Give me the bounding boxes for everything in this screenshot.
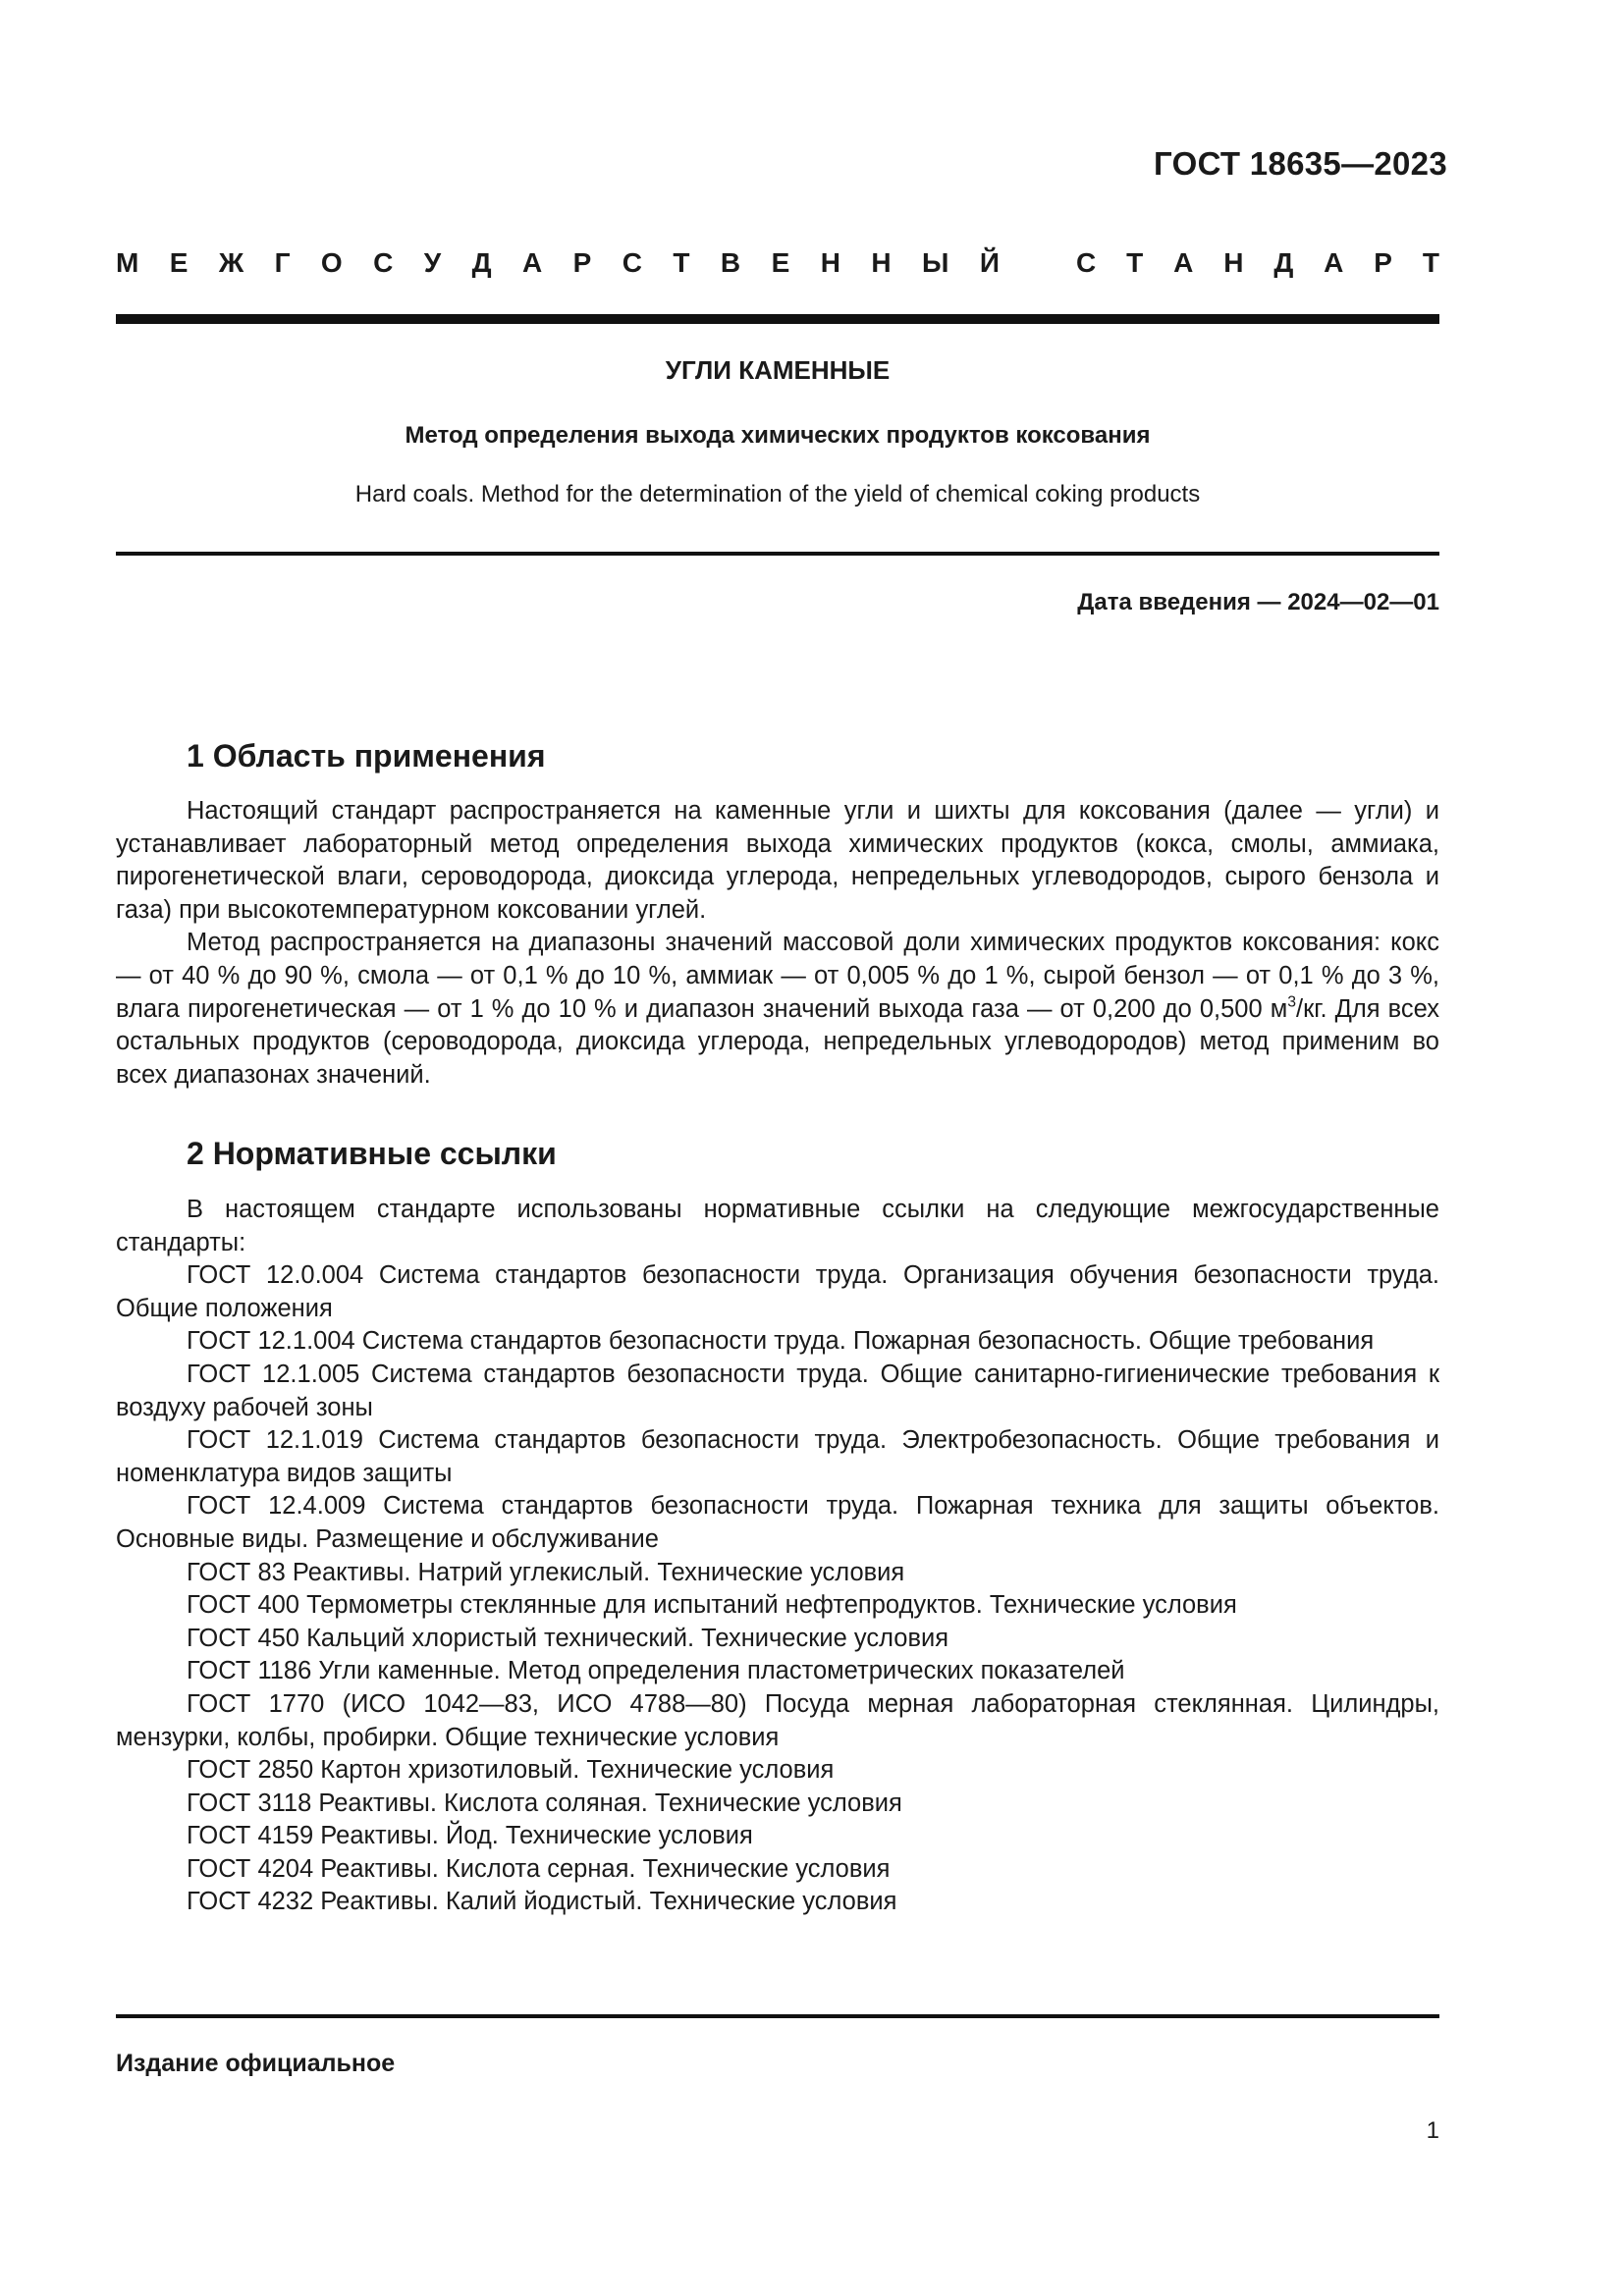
- reference-item: ГОСТ 4204 Реактивы. Кислота серная. Технические условия: [187, 1854, 891, 1883]
- banner-letter: Ы: [922, 247, 949, 278]
- banner-letter: Й: [979, 247, 1000, 278]
- section-references-body: [116, 1194, 1439, 1919]
- document-subtitle: Метод определения выхода химических продуктов коксования: [405, 422, 1151, 449]
- banner-letter: А: [1173, 247, 1194, 278]
- document-title-english: Hard coals. Method for the determination of the yield of chemical coking products: [354, 481, 1201, 507]
- banner-letter: Н: [871, 247, 892, 278]
- banner-letter: С: [622, 247, 642, 278]
- paragraph: В настоящем стандарте использованы нормативные ссылки на следующие межгосударственные стандарты:: [116, 1196, 1439, 1256]
- section-heading-references: 2 Нормативные ссылки: [187, 1136, 557, 1171]
- banner-letter: Д: [1273, 247, 1294, 278]
- reference-item: ГОСТ 450 Кальций хлористый технический. Технические условия: [187, 1624, 949, 1652]
- banner-letter: М: [116, 247, 139, 278]
- banner-letter: У: [423, 247, 442, 278]
- reference-item: ГОСТ 83 Реактивы. Натрий углекислый. Технические условия: [187, 1558, 905, 1586]
- reference-item: ГОСТ 12.1.004 Система стандартов безопасности труда. Пожарная безопасность. Общие требования: [187, 1327, 1375, 1356]
- banner-letter: Р: [572, 247, 592, 278]
- paragraph: Настоящий стандарт распространяется на каменные угли и шихты для коксования (далее — угли) и устанавливает лабораторный метод определения выхода химических продуктов (кокса, смолы, аммиака, пирогенетической влаги, сероводорода, диоксида углерода, непредельных углеводородов, сырого бензола и газа) при высокотемпературном коксовании углей.: [116, 797, 1439, 924]
- section-scope-body: [116, 795, 1439, 1092]
- header-rule: [116, 314, 1439, 324]
- banner-letter: В: [720, 247, 741, 278]
- reference-item: ГОСТ 2850 Картон хризотиловый. Технические условия: [187, 1756, 835, 1785]
- banner-letter: Т: [1126, 247, 1144, 278]
- banner-letter: Н: [1223, 247, 1244, 278]
- banner-letter: Д: [471, 247, 492, 278]
- reference-item: ГОСТ 1770 (ИСО 1042—83, ИСО 4788—80) Посуда мерная лабораторная стеклянная. Цилиндры, мензурки, колбы, пробирки. Общие технические условия: [116, 1689, 1439, 1751]
- banner-letter: Р: [1374, 247, 1392, 278]
- footer-rule: [116, 2014, 1439, 2018]
- standard-type-banner: [116, 247, 1439, 279]
- section-heading-scope: 1 Область применения: [187, 738, 546, 774]
- banner-letter: А: [521, 247, 543, 278]
- banner-letter: Т: [1422, 247, 1439, 278]
- document-title: УГЛИ КАМЕННЫЕ: [665, 355, 891, 385]
- reference-item: ГОСТ 1186 Угли каменные. Метод определения пластометрических показателей: [187, 1657, 1125, 1685]
- reference-item: ГОСТ 400 Термометры стеклянные для испытаний нефтепродуктов. Технические условия: [187, 1591, 1237, 1620]
- reference-item: ГОСТ 4159 Реактивы. Йод. Технические условия: [187, 1822, 753, 1850]
- page-number: 1: [1426, 2117, 1439, 2144]
- banner-letter: Е: [169, 247, 189, 278]
- banner-letter: С: [1076, 247, 1097, 278]
- title-rule: [116, 552, 1439, 556]
- reference-item: ГОСТ 12.1.005 Система стандартов безопасности труда. Общие санитарно-гигиенические требования к воздуху рабочей зоны: [116, 1360, 1439, 1421]
- reference-item: ГОСТ 12.1.019 Система стандартов безопасности труда. Электробезопасность. Общие требования и номенклатура видов защиты: [116, 1426, 1439, 1487]
- banner-letter: С: [373, 247, 394, 278]
- paragraph: Метод распространяется на диапазоны значений массовой доли химических продуктов коксования: кокс — от 40 % до 90 %, смола — от 0,1 % до 10 %, аммиак — от 0,005 % до 1 %, сырой бензол — от 0,1 % до 3 %, влага пирогенетическая — от 1 % до 10 % и диапазон значений выхода газа — от 0,200 до 0,500 $м^3/кг$. Для всех остальных продуктов (сероводорода, диоксида углерода, непредельных углеводородов) метод применим во всех диапазонах значений.: [116, 929, 1439, 1089]
- banner-letter: Т: [673, 247, 690, 278]
- banner-letter: Ж: [218, 247, 244, 278]
- reference-list: [116, 1259, 1439, 1919]
- banner-letter: Н: [820, 247, 840, 278]
- banner-letter: Е: [771, 247, 790, 278]
- reference-item: ГОСТ 3118 Реактивы. Кислота соляная. Технические условия: [187, 1789, 902, 1817]
- reference-item: ГОСТ 12.4.009 Система стандартов безопасности труда. Пожарная техника для защиты объектов. Основные виды. Размещение и обслуживание: [116, 1492, 1439, 1553]
- banner-word-standard: [1076, 247, 1439, 279]
- reference-item: ГОСТ 4232 Реактивы. Калий йодистый. Технические условия: [187, 1888, 897, 1916]
- banner-word-interstate: [116, 247, 1000, 279]
- banner-letter: А: [1324, 247, 1344, 278]
- doc-number: ГОСТ 18635—2023: [1154, 145, 1447, 182]
- reference-item: ГОСТ 12.0.004 Система стандартов безопасности труда. Организация обучения безопасности труда. Общие положения: [116, 1261, 1439, 1322]
- official-edition-label: Издание официальное: [116, 2050, 396, 2077]
- banner-letter: Г: [274, 247, 291, 278]
- banner-letter: О: [320, 247, 343, 278]
- introduction-date: Дата введения — 2024—02—01: [1077, 589, 1439, 615]
